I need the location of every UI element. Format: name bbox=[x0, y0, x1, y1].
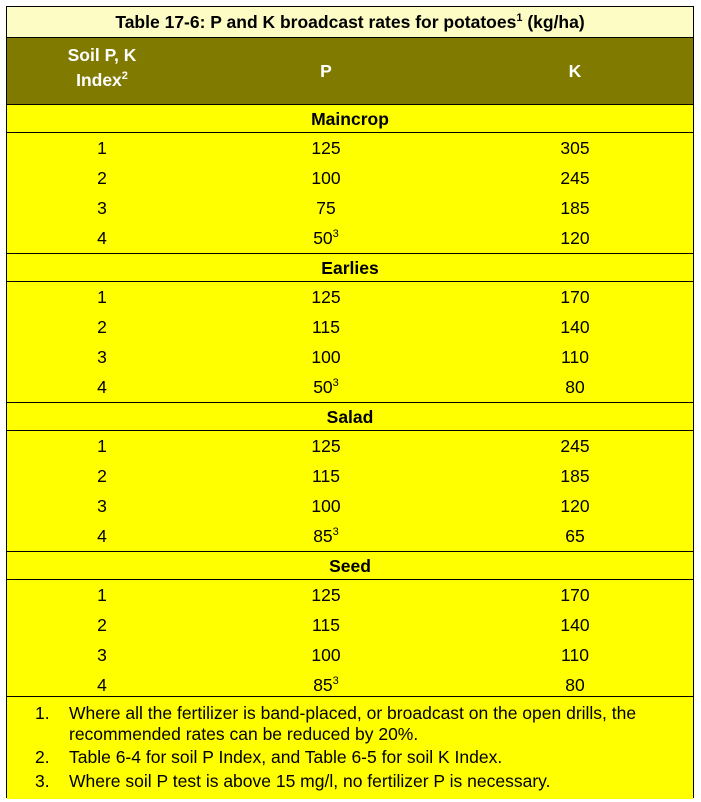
table-title-unit: (kg/ha) bbox=[527, 12, 585, 32]
cell-index: 3 bbox=[97, 347, 107, 367]
cell-p bbox=[197, 640, 455, 670]
cell-p-value: 125 bbox=[311, 436, 341, 456]
cell-index: 2 bbox=[97, 466, 107, 486]
table-row bbox=[7, 521, 693, 551]
cell-k: 65 bbox=[565, 526, 585, 546]
header-soil-index-line1: Soil P, K bbox=[67, 45, 137, 65]
cell-index: 1 bbox=[97, 436, 107, 456]
cell-p-value: 115 bbox=[312, 317, 340, 337]
cell-p bbox=[197, 133, 455, 163]
table-row bbox=[7, 431, 693, 461]
cell-p-value: 50 bbox=[313, 377, 333, 397]
cell-p-value: 85 bbox=[313, 675, 333, 695]
cell-index: 3 bbox=[97, 645, 107, 665]
header-soil-index bbox=[7, 43, 197, 93]
cell-index: 4 bbox=[97, 228, 107, 248]
footnote-text: Where all the fertilizer is band-placed, or broadcast on the open drills, the recommended rates can be reduced by 20%. bbox=[69, 703, 637, 744]
cell-k: 245 bbox=[560, 436, 590, 456]
cell-p-footnote: 3 bbox=[332, 228, 339, 241]
header-soil-index-line2: Index bbox=[76, 70, 122, 90]
table-row bbox=[7, 491, 693, 521]
cell-p-value: 100 bbox=[311, 496, 341, 516]
cell-k: 170 bbox=[560, 287, 590, 307]
cell-p-footnote: 3 bbox=[332, 377, 339, 390]
cell-index: 1 bbox=[97, 585, 107, 605]
cell-index: 4 bbox=[97, 526, 107, 546]
footnote-text: Table 6-4 for soil P Index, and Table 6-5 for soil K Index. bbox=[69, 747, 503, 767]
cell-index: 4 bbox=[97, 377, 107, 397]
cell-p-value: 125 bbox=[311, 585, 341, 605]
table-title-main: Table 17-6: P and K broadcast rates for potatoes bbox=[115, 12, 517, 32]
cell-p-value: 125 bbox=[311, 138, 341, 158]
footnote-number: 1. bbox=[35, 703, 50, 723]
table-row bbox=[7, 640, 693, 670]
table-title bbox=[7, 7, 693, 38]
cell-k: 80 bbox=[565, 675, 585, 695]
cell-k: 120 bbox=[560, 228, 590, 248]
cell-k: 140 bbox=[560, 317, 590, 337]
table-title-footnote: 1 bbox=[516, 12, 523, 25]
cell-p-value: 75 bbox=[316, 198, 336, 218]
cell-k: 245 bbox=[560, 168, 590, 188]
header-soil-index-footnote: 2 bbox=[121, 70, 128, 83]
section-title: Salad bbox=[7, 402, 693, 431]
cell-p-footnote: 3 bbox=[332, 675, 339, 688]
cell-index: 4 bbox=[97, 675, 107, 695]
table-header bbox=[7, 38, 693, 104]
header-p: P bbox=[320, 61, 332, 81]
cell-p bbox=[197, 431, 455, 461]
cell-index: 2 bbox=[97, 317, 107, 337]
table-frame bbox=[6, 6, 694, 798]
section-seed bbox=[7, 551, 693, 700]
cell-p-value: 85 bbox=[313, 526, 333, 546]
table-row bbox=[7, 580, 693, 610]
cell-index: 1 bbox=[97, 287, 107, 307]
cell-p bbox=[197, 282, 455, 312]
cell-k: 110 bbox=[561, 347, 589, 367]
cell-k: 110 bbox=[561, 645, 589, 665]
cell-index: 3 bbox=[97, 198, 107, 218]
section-maincrop bbox=[7, 104, 693, 253]
cell-p-value: 100 bbox=[311, 168, 341, 188]
cell-index: 1 bbox=[97, 138, 107, 158]
cell-index: 3 bbox=[97, 496, 107, 516]
cell-p bbox=[197, 521, 455, 551]
table-row bbox=[7, 461, 693, 491]
cell-p bbox=[197, 580, 455, 610]
cell-index: 2 bbox=[97, 615, 107, 635]
cell-p-value: 100 bbox=[311, 645, 341, 665]
section-salad bbox=[7, 402, 693, 551]
table-row bbox=[7, 342, 693, 372]
table-row bbox=[7, 133, 693, 163]
cell-p bbox=[197, 372, 455, 402]
cell-k: 170 bbox=[560, 585, 590, 605]
footnote-number: 3. bbox=[35, 771, 50, 791]
section-title: Seed bbox=[7, 551, 693, 580]
table-row bbox=[7, 282, 693, 312]
table-footnotes bbox=[7, 696, 693, 799]
cell-p-value: 100 bbox=[311, 347, 341, 367]
cell-k: 80 bbox=[565, 377, 585, 397]
table-row bbox=[7, 193, 693, 223]
cell-p bbox=[197, 312, 455, 342]
section-title: Earlies bbox=[7, 253, 693, 282]
table-row bbox=[7, 312, 693, 342]
table-row bbox=[7, 223, 693, 253]
cell-index: 2 bbox=[97, 168, 107, 188]
cell-k: 305 bbox=[560, 138, 590, 158]
cell-k: 185 bbox=[560, 466, 590, 486]
cell-p bbox=[197, 610, 455, 640]
cell-p-value: 125 bbox=[311, 287, 341, 307]
cell-p-value: 115 bbox=[312, 466, 340, 486]
cell-p bbox=[197, 163, 455, 193]
cell-p-value: 50 bbox=[313, 228, 333, 248]
section-earlies bbox=[7, 253, 693, 402]
cell-p-footnote: 3 bbox=[332, 526, 339, 539]
cell-k: 185 bbox=[560, 198, 590, 218]
cell-p-value: 115 bbox=[312, 615, 340, 635]
cell-k: 120 bbox=[560, 496, 590, 516]
section-title: Maincrop bbox=[7, 104, 693, 133]
footnote-text: Where soil P test is above 15 mg/l, no fertilizer P is necessary. bbox=[69, 771, 551, 791]
cell-p bbox=[197, 342, 455, 372]
header-k: K bbox=[568, 61, 582, 81]
footnote-number: 2. bbox=[35, 747, 50, 767]
table-row bbox=[7, 372, 693, 402]
cell-k: 140 bbox=[560, 615, 590, 635]
cell-p bbox=[197, 461, 455, 491]
cell-p bbox=[197, 223, 455, 253]
cell-p bbox=[197, 193, 455, 223]
table-row bbox=[7, 163, 693, 193]
cell-p bbox=[197, 491, 455, 521]
table-row bbox=[7, 610, 693, 640]
